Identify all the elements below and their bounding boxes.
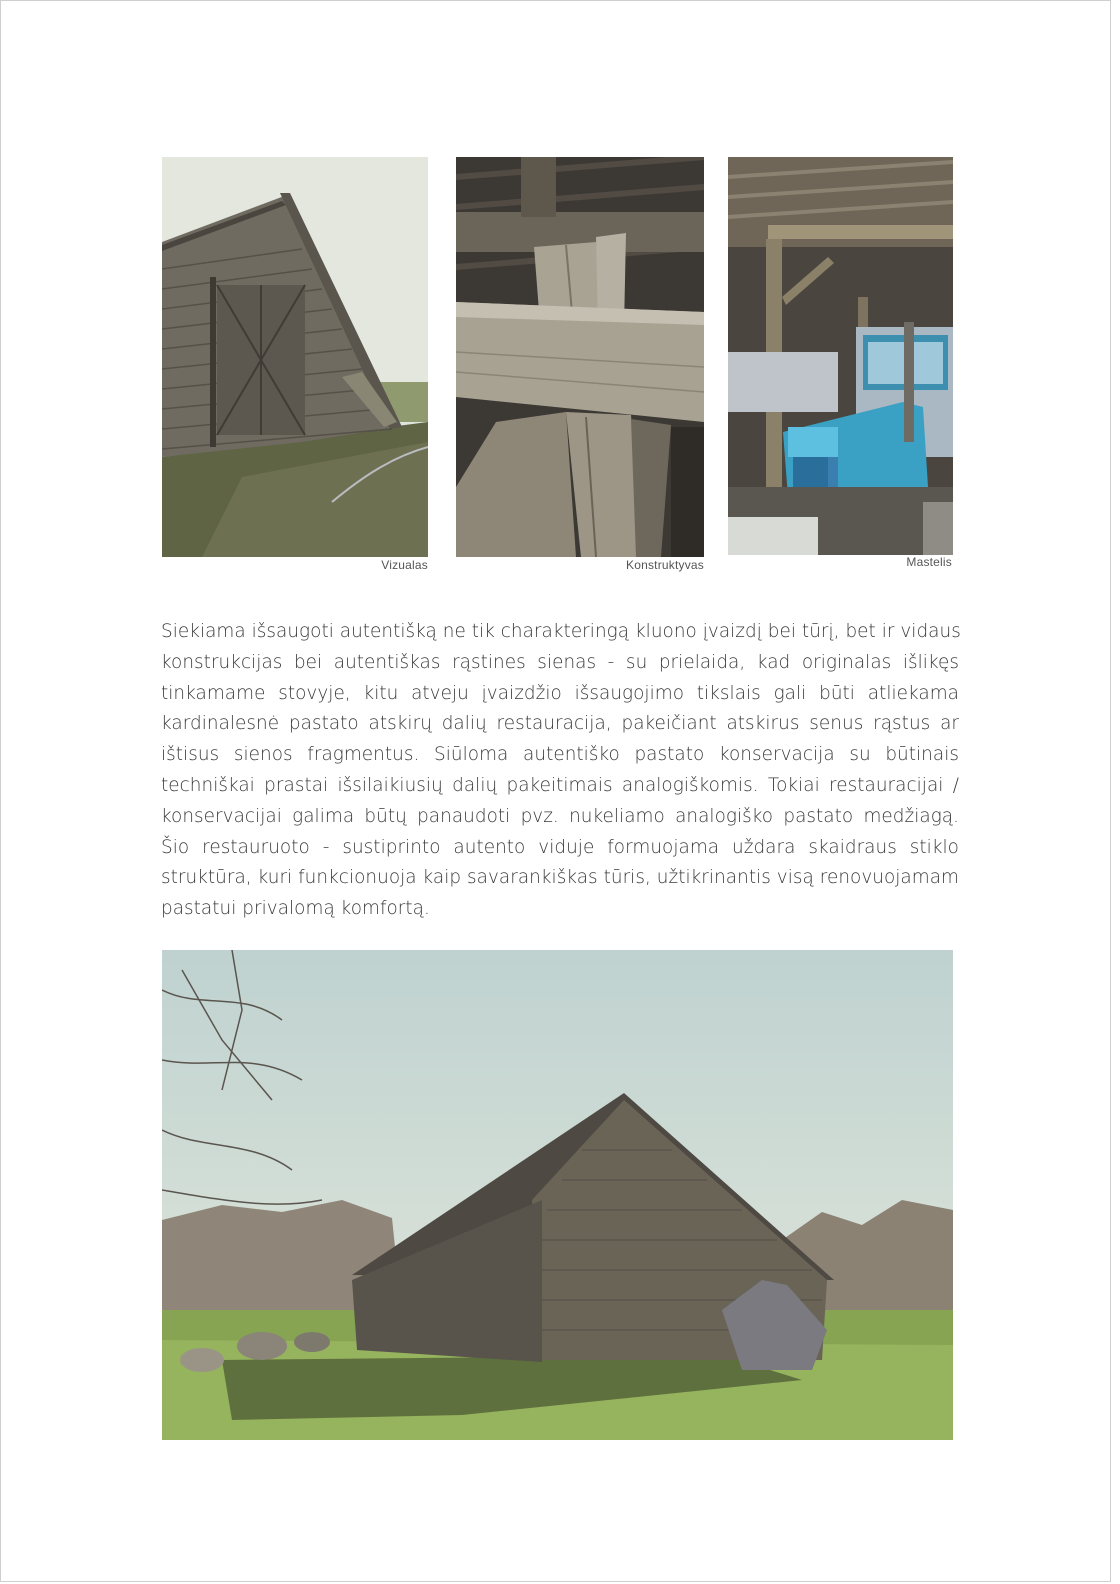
body-line: Siekiama išsaugoti autentišką ne tik charakteringą kluono įvaizdį bei tūrį, bet ir vidaus [161,621,961,642]
body-line: konstrukcijas bei autentiškas rąstines sienas - su prielaida, kad originalas išlikęs [161,651,959,673]
body-line: Šio restauruoto - sustiprinto autento viduje formuojama uždara skaidraus stiklo [161,836,959,858]
body-line: konservacijai galima būtų panaudoti pvz. nukeliamo analogiško pastato medžiagą. [161,805,959,827]
body-line: ištisus sienos fragmentus. Siūloma autentiško pastato konservacija su būtinais [161,744,959,766]
body-line: kardinalesnė pastato atskirų dalių restauracija, pakeičiant atskirus senus rąstus ar [161,713,959,735]
body-paragraph [161,617,959,925]
caption-mastelis: Mastelis [906,555,952,569]
photo-barn-landscape [162,950,953,1440]
body-line: techniškai prastai išsilaikiusių dalių pakeitimais analogiškomis. Tokiai restauracijai / [161,774,959,796]
caption-konstruktyvas: Konstruktyvas [626,558,704,572]
photo-konstruktyvas [456,157,704,557]
photo-mastelis [728,157,953,555]
body-line: tinkamame stovyje, kitu atveju įvaizdžio išsaugojimo tikslais gali būti atliekama [161,682,959,704]
body-line: struktūra, kuri funkcionuoja kaip savarankiškas tūris, užtikrinantis visą renovuojamam [161,867,959,889]
caption-vizualas: Vizualas [381,558,428,572]
photo-vizualas [162,157,428,557]
body-line: pastatui privalomą komfortą. [161,898,430,920]
